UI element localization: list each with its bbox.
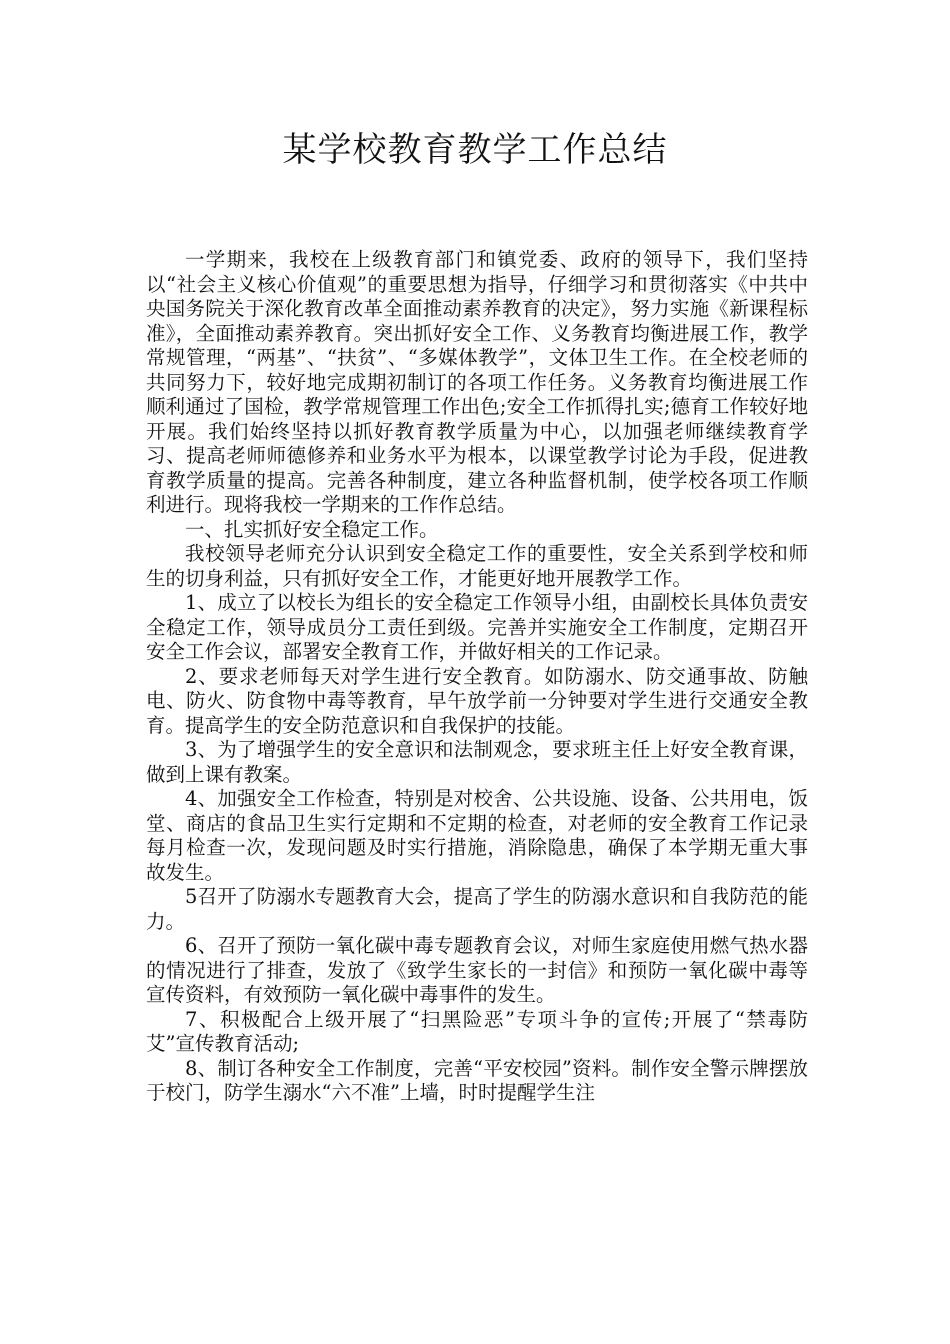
paragraph-item-3: 3、为了增强学生的安全意识和法制观念，要求班主任上好安全教育课，做到上课有教案。: [146, 738, 808, 786]
paragraph-item-1: 1、成立了以校长为组长的安全稳定工作领导小组，由副校长具体负责安全稳定工作，领导成员分工责任到级。完善并实施安全工作制度，定期召开安全工作会议，部署安全教育工作，并做好相关的工作记录。: [146, 591, 808, 663]
paragraph-item-7: 7、积极配合上级开展了“扫黑险恶”专项斗争的宣传;开展了“禁毒防艾”宣传教育活动;: [146, 1007, 808, 1055]
paragraph-item-6: 6、召开了预防一氧化碳中毒专题教育会议，对师生家庭使用燃气热水器的情况进行了排查，发放了《致学生家长的一封信》和预防一氧化碳中毒等宣传资料，有效预防一氧化碳中毒事件的发生。: [146, 934, 808, 1006]
document-body: [146, 248, 808, 1106]
section-heading-safety: 一、扎实抓好安全稳定工作。: [185, 517, 439, 541]
paragraph-item-5: 5召开了防溺水专题教育大会，提高了学生的防溺水意识和自我防范的能力。: [146, 885, 808, 933]
paragraph-item-4: 4、加强安全工作检查，特别是对校舍、公共设施、设备、公共用电，饭堂、商店的食品卫生实行定期和不定期的检查，对老师的安全教育工作记录每月检查一次，发现问题及时实行措施，消除隐患，确保了本学期无重大事故发生。: [146, 787, 808, 884]
document-title: 某学校教育教学工作总结: [282, 130, 668, 170]
paragraph-item-2: 2、要求老师每天对学生进行安全教育。如防溺水、防交通事故、防触电、防火、防食物中毒等教育，早午放学前一分钟要对学生进行交通安全教育。提高学生的安全防范意识和自我保护的技能。: [146, 664, 808, 737]
paragraph-safety-overview: 我校领导老师充分认识到安全稳定工作的重要性，安全关系到学校和师生的切身利益，只有抓好安全工作，才能更好地开展教学工作。: [146, 542, 808, 590]
paragraph-item-8: 8、制订各种安全工作制度，完善“平安校园”资料。制作安全警示牌摆放于校门，防学生溺水“六不准”上墙，时时提醒学生注: [146, 1056, 808, 1104]
paragraph-intro: 一学期来，我校在上级教育部门和镇党委、政府的领导下，我们坚持以“社会主义核心价值观”的重要思想为指导，仔细学习和贯彻落实《中共中央国务院关于深化教育改革全面推动素养教育的决定》，努力实施《新课程标准》，全面推动素养教育。突出抓好安全工作、义务教育均衡进展工作，教学常规管理，“两基”、“扶贫”、“多媒体教学”，文体卫生工作。在全校老师的共同努力下，较好地完成期初制订的各项工作任务。义务教育均衡进展工作顺利通过了国检，教学常规管理工作出色;安全工作抓得扎实;德育工作较好地开展。我们始终坚持以抓好教育教学质量为中心，以加强老师继续教育学习、提高老师师德修养和业务水平为根本，以课堂教学讨论为手段，促进教育教学质量的提高。完善各种制度，建立各种监督机制，使学校各项工作顺利进行。现将我校一学期来的工作作总结。: [146, 248, 808, 516]
